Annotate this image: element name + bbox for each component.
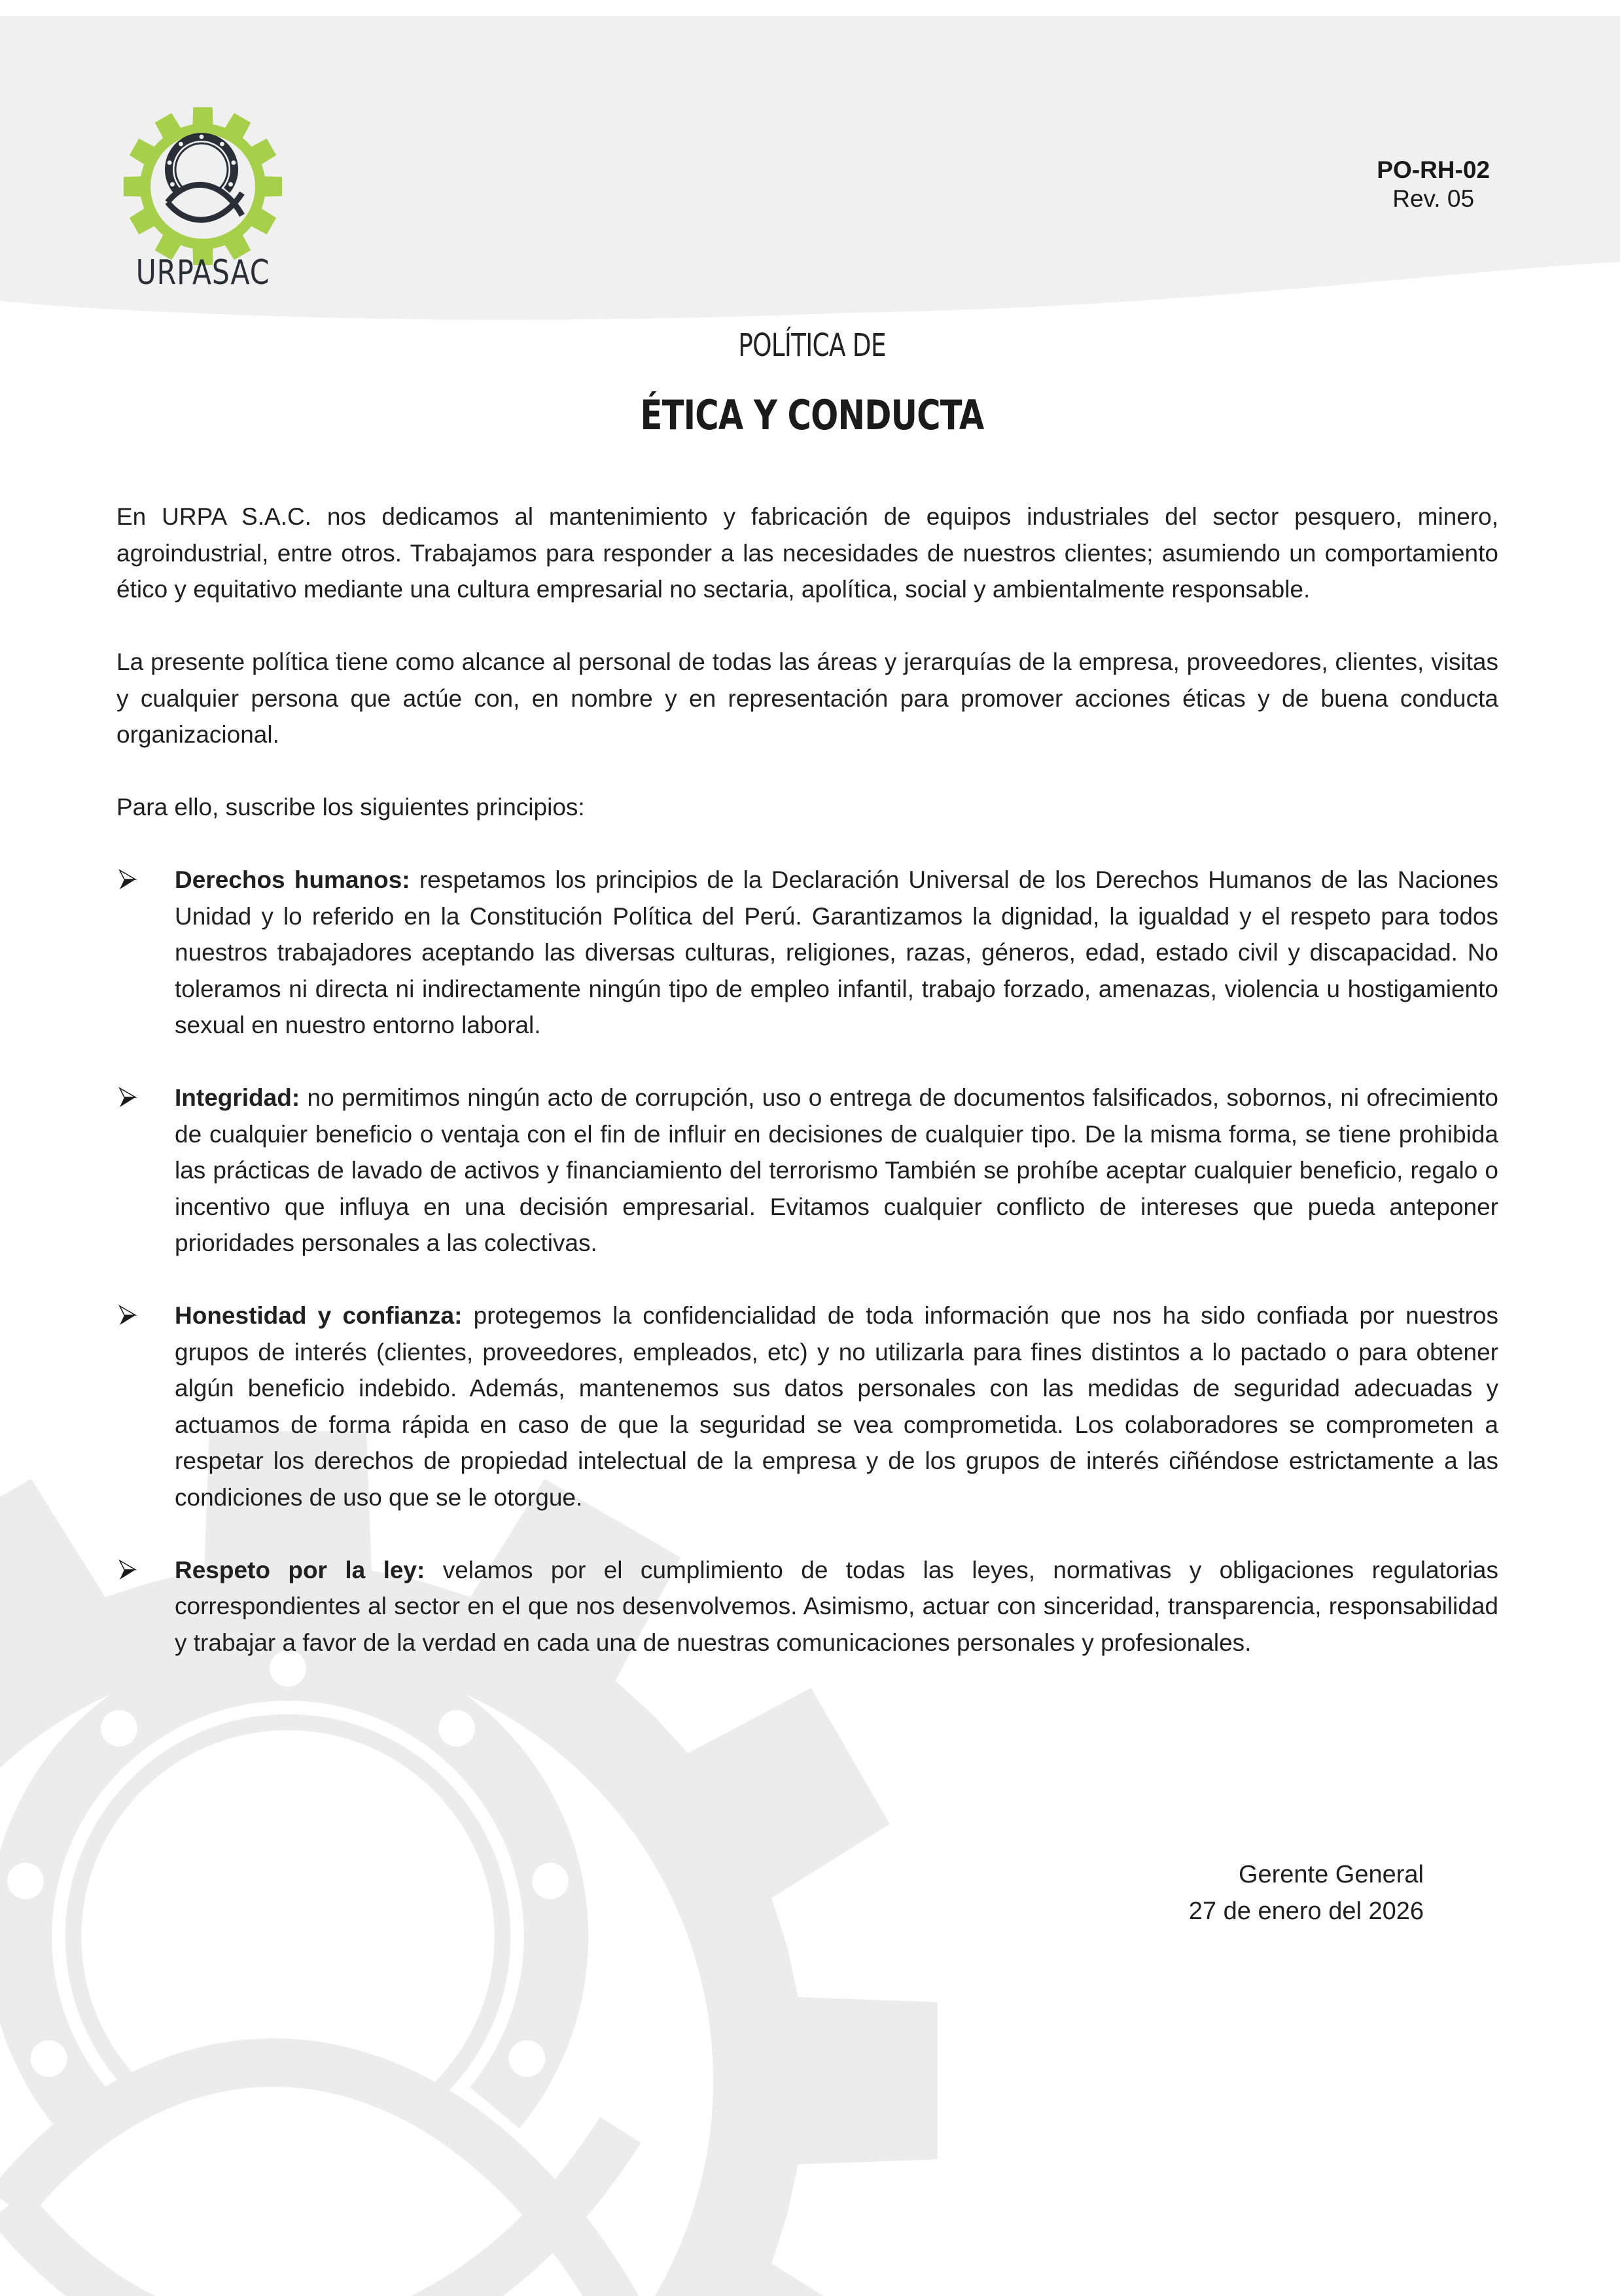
revision-number: Rev. 05: [1392, 185, 1475, 212]
principle-text: respetamos los principios de la Declaración Universal de los Derechos Humanos de las Naciones Unidad y lo referido en la Constitución Política del Perú. Garantizamos la dignidad, la igualdad y el respeto para todos nuestros trabajadores aceptando las diversas culturas, religiones, razas, géneros, edad, estado civil y discapacidad. No toleramos ni directa ni indirectamente ningún tipo de empleo infantil, trabajo forzado, amenazas, violencia u hostigamiento sexual en nuestro entorno laboral.: [175, 866, 1498, 1038]
signature-block: [1189, 1856, 1424, 1930]
principle-item-integridad: [116, 1080, 1498, 1262]
signatory-role: Gerente General: [1238, 1861, 1424, 1888]
principle-text: protegemos la confidencialidad de toda información que nos ha sido confiada por nuestros grupos de interés (clientes, proveedores, empleados, etc) y no utilizarla para fines distintos a lo pactado o para obtener algún beneficio indebido. Además, mantenemos sus datos personales con las medidas de seguridad adecuadas y actuamos de forma rápida en caso de que la seguridad se vea comprometida. Los colaboradores se comprometen a respetar los derechos de propiedad intelectual de la empresa y de los grupos de interés ciñéndose estrictamente a las condiciones de uso que se le otorgue.: [175, 1302, 1499, 1511]
principles-lead: Para ello, suscribe los siguientes principios:: [116, 794, 585, 821]
principle-label: Respeto por la ley:: [175, 1556, 425, 1583]
document-code: PO-RH-02: [1377, 156, 1490, 183]
principle-item-derechos-humanos: [116, 862, 1498, 1044]
arrowhead-bullet-icon: [118, 1080, 137, 1116]
intro-paragraph: En URPA S.A.C. nos dedicamos al mantenimiento y fabricación de equipos industriales del sector pesquero, minero, agroindustrial, entre otros. Trabajamos para responder a las necesidades de nuestros clientes; asumiendo un comportamiento ético y equitativo mediante una cultura empresarial no sectaria, apolítica, social y ambientalmente responsable.: [116, 503, 1498, 603]
arrowhead-bullet-icon: [118, 1552, 137, 1588]
principle-text: velamos por el cumplimiento de todas las leyes, normativas y obligaciones regulatorias correspondientes al sector en el que nos desenvolvemos. Asimismo, actuar con sinceridad, transparencia, responsabilidad y trabajar a favor de la verdad en cada una de nuestras comunicaciones personales y profesionales.: [175, 1556, 1498, 1656]
principle-label: Integridad:: [175, 1084, 300, 1111]
company-logo: [118, 101, 288, 298]
principle-text: no permitimos ningún acto de corrupción, uso o entrega de documentos falsificados, sobornos, ni ofrecimiento de cualquier beneficio o ventaja con el fin de influir en decisiones de cualquier tipo. De la misma forma, se tiene prohibida las prácticas de lavado de activos y financiamiento del terrorismo También se prohíbe aceptar cualquier beneficio, regalo o incentivo que influya en una decisión empresarial. Evitamos cualquier conflicto de intereses que pueda anteponer prioridades personales a las colectivas.: [175, 1084, 1498, 1256]
principle-item-respeto-ley: [116, 1552, 1498, 1661]
signature-date: 27 de enero del 2026: [1188, 1898, 1424, 1925]
gear-fish-logo-icon: [118, 101, 288, 265]
principle-label: Derechos humanos:: [175, 866, 410, 893]
document-code-block: [1377, 156, 1490, 213]
arrowhead-bullet-icon: [118, 1298, 137, 1333]
principle-label: Honestidad y confianza:: [175, 1302, 463, 1329]
policy-body: [116, 499, 1498, 1661]
scope-paragraph: La presente política tiene como alcance al personal de todas las áreas y jerarquías de la empresa, proveedores, clientes, visitas y cualquier persona que actúe con, en nombre y en representación para promover acciones éticas y de buena conducta organizacional.: [116, 648, 1498, 748]
title-prefix: POLÍTICA DE: [738, 327, 886, 364]
page-title: ÉTICA Y CONDUCTA: [640, 391, 984, 439]
arrowhead-bullet-icon: [118, 862, 137, 898]
company-name: URPASAC: [135, 253, 270, 292]
principle-item-honestidad: [116, 1298, 1498, 1515]
